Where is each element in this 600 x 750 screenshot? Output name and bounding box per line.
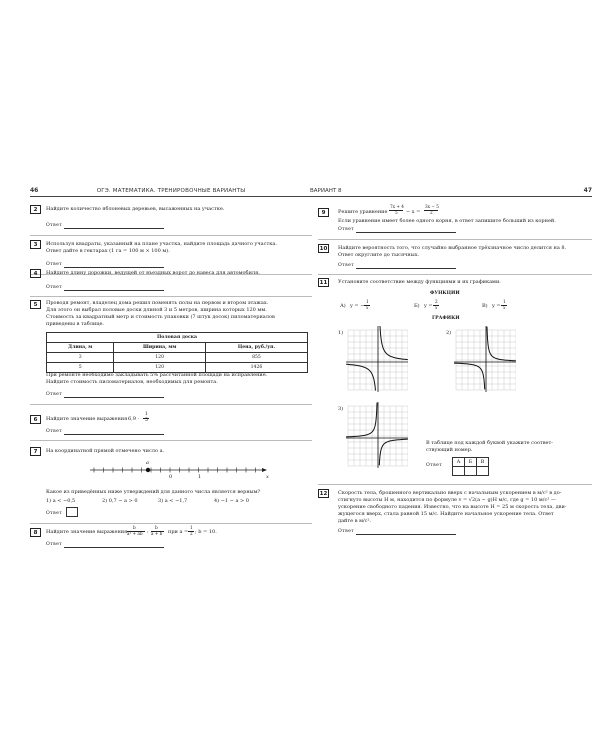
question-text: Используя квадраты, указанный на плане участка, найдите площадь дачного участка. <box>46 241 277 247</box>
axis-label: x <box>266 474 269 480</box>
question-text: Решите уравнение <box>338 209 388 215</box>
table-header: Цена, руб./уп. <box>205 343 307 353</box>
answer-cell[interactable] <box>477 467 489 476</box>
question-text: Найдите стоимость пиломатериалов, необходимых для ремонта. <box>46 379 218 385</box>
fraction-denominator: 2 <box>430 210 433 215</box>
question-text: Стоимость за квадратный метр и стоимость упаковки (7 штук досок) пиломатериалов <box>46 314 275 320</box>
answer-label: Ответ <box>46 262 63 267</box>
question-text: Найдите значение выражения <box>46 529 128 535</box>
fraction-denominator: x <box>435 305 438 310</box>
table-cell: 855 <box>205 353 307 363</box>
graph-label: 1) <box>338 330 344 336</box>
answer-line[interactable] <box>64 547 164 548</box>
option: 2) 0,7 − a > 0 <box>102 498 138 504</box>
fraction-denominator: a + b <box>151 531 163 536</box>
option: 3) a < −1,7 <box>158 498 188 504</box>
question-text: Найдите вероятность того, что случайно выбранное трёхзначное число делится на 8. <box>338 245 567 251</box>
question-text: Найдите длину дорожки, ведущей от въездных ворот до навеса для автомобиля. <box>46 270 260 276</box>
section-divider <box>30 235 312 236</box>
variant-title: ВАРИАНТ 8 <box>310 187 342 194</box>
table-cell: 120 <box>114 353 206 363</box>
table-row <box>47 363 308 373</box>
expression: 6,9 · <box>128 416 140 422</box>
question-number: 4 <box>30 269 41 278</box>
fraction-numerator: b <box>155 525 158 530</box>
question-text: Для этого он выбрал половые доски длиной 3 и 5 метров, ширина которых 120 мм. <box>46 307 267 313</box>
answer-table-header: Б <box>465 458 477 467</box>
axis-label: 1 <box>198 474 202 480</box>
question-number: 9 <box>318 208 329 217</box>
fraction-numerator: 2 <box>435 299 438 304</box>
question-text: дайте в м/с². <box>338 518 372 524</box>
question-text: Проводя ремонт, владелец дома решил поменять полы на первом и втором этажах. <box>46 300 269 306</box>
answer-label: Ответ <box>46 511 63 516</box>
section-divider <box>30 523 312 524</box>
answer-line[interactable] <box>356 232 456 233</box>
graphs-title: ГРАФИКИ <box>432 316 460 321</box>
function-label: В) <box>482 303 488 309</box>
graph-label: 2) <box>446 330 452 336</box>
function-lhs: y = <box>424 303 433 309</box>
left-page <box>30 184 312 592</box>
answer-line[interactable] <box>64 290 164 291</box>
question-text: Ответ округлите до тысячных. <box>338 252 420 258</box>
answer-label: Ответ <box>46 542 63 547</box>
table-cell: 120 <box>114 363 206 373</box>
number-line <box>90 460 270 486</box>
question-number: 8 <box>30 528 41 537</box>
question-text: Скорость тела, брошенного вертикально вверх с начальным ускорением в м/с² в до- <box>338 490 562 496</box>
question-text: На координатной прямой отмечено число a. <box>46 448 165 454</box>
question-number: 11 <box>319 280 328 286</box>
question-number: 6 <box>30 415 41 424</box>
section-divider <box>318 239 592 240</box>
question-text: стигнуто высоты H м, находится по формуле v = √2(a − g)H м/с, где g = 10 м/с² — <box>338 497 556 503</box>
question-text: ускорение свободного падения. Известно, что на высоте H = 25 м скорость тела, дви- <box>338 504 567 510</box>
fraction-denominator: 2 <box>190 531 193 536</box>
fraction-numerator: 1 <box>503 299 506 304</box>
answer-label: Ответ <box>46 392 63 397</box>
answer-cell[interactable] <box>465 467 477 476</box>
answer-label: Ответ <box>46 223 63 228</box>
fraction-numerator: 1 <box>190 525 193 530</box>
right-page-header <box>310 184 592 197</box>
table-row <box>47 353 308 363</box>
table-header: Ширина, мм <box>114 343 206 353</box>
fraction-denominator: 5 <box>395 210 398 215</box>
answer-line[interactable] <box>64 397 164 398</box>
question-number: 10 <box>319 246 328 252</box>
answer-line[interactable] <box>64 434 164 435</box>
fraction-numerator: 3x − 5 <box>425 204 439 209</box>
table-cell: 1426 <box>205 363 307 373</box>
option: 1) a < −0,5 <box>46 498 76 504</box>
condition: при a = <box>168 529 189 535</box>
answer-table <box>452 457 489 476</box>
fraction-denominator: 5 <box>145 418 148 423</box>
equation-middle: − x = <box>406 209 421 215</box>
fraction-numerator: b <box>133 525 136 530</box>
hyperbola-branch <box>346 364 375 390</box>
function-label: Б) <box>414 303 420 309</box>
answer-label: Ответ <box>426 463 443 468</box>
answer-label: Ответ <box>46 285 63 290</box>
axis-label: a <box>146 460 149 466</box>
graph-label: 3) <box>338 406 344 412</box>
fraction-numerator: 7x + 4 <box>390 204 404 209</box>
answer-line[interactable] <box>64 228 164 229</box>
section-divider <box>30 440 312 441</box>
graph-1 <box>346 326 408 392</box>
operator: : <box>147 529 149 535</box>
question-text: Найдите количество яблоневых деревьев, высаженных на участке. <box>46 206 225 212</box>
section-divider <box>318 274 592 275</box>
question-number: 5 <box>30 300 41 309</box>
point-a <box>146 468 150 472</box>
condition: ; b = 10. <box>195 529 217 535</box>
page-number: 47 <box>583 187 592 194</box>
hyperbola-branch <box>379 439 408 465</box>
question-number: 7 <box>30 447 41 456</box>
answer-table-header: А <box>453 458 465 467</box>
question-number: 2 <box>30 205 41 214</box>
question-text: Если уравнение имеет более одного корня, в ответ запишите больший из корней. <box>338 218 556 224</box>
functions-title: ФУНКЦИИ <box>430 291 460 296</box>
header-title: ОГЭ. МАТЕМАТИКА. ТРЕНИРОВОЧНЫЕ ВАРИАНТЫ <box>96 187 246 194</box>
answer-box[interactable] <box>66 507 78 517</box>
instructions: В таблице под каждой буквой укажите соответ- <box>426 440 553 446</box>
question-text: Найдите значение выражения <box>46 416 128 422</box>
table-header: Длина, м <box>47 343 114 353</box>
answer-label: Ответ <box>338 529 355 534</box>
section-divider <box>318 484 592 485</box>
function-lhs: y = − <box>350 303 365 309</box>
fraction-numerator: 1 <box>366 299 369 304</box>
question-text: жущегося вверх, стала равной 15 м/с. Найдите начальное ускорение тела. Ответ <box>338 511 554 517</box>
instructions: ствующий номер. <box>426 447 473 453</box>
fraction-numerator: 1 <box>145 412 148 417</box>
left-page-header <box>30 184 312 197</box>
answer-line[interactable] <box>64 267 164 268</box>
axis-label: 0 <box>169 474 173 480</box>
answer-line[interactable] <box>356 268 456 269</box>
answer-table-header: В <box>477 458 489 467</box>
fraction-denominator: a² + ab <box>127 531 143 536</box>
section-divider <box>30 296 312 297</box>
hyperbola-branch <box>346 403 377 437</box>
page-number: 46 <box>30 187 39 194</box>
right-page <box>310 184 592 592</box>
function-label: А) <box>340 303 346 309</box>
table-cell: 3 <box>47 353 114 363</box>
option: 4) −1 − a > 0 <box>214 498 249 504</box>
question-text: приведены в таблице. <box>46 321 105 327</box>
hyperbola-branch <box>487 327 516 361</box>
question-text: Установите соответствие между функциями и их графиками. <box>338 279 501 285</box>
fraction-denominator: x <box>503 305 506 310</box>
table-cell: 5 <box>47 363 114 373</box>
graph-3 <box>346 402 408 468</box>
answer-cell[interactable] <box>453 467 465 476</box>
question-number: 3 <box>30 240 41 249</box>
function-lhs: y = <box>492 303 501 309</box>
question-number: 12 <box>319 491 328 497</box>
question-text: При ремонте необходимо закладывать 5% рассчитанной площади на исправление. <box>46 372 268 378</box>
lumber-table <box>46 332 308 373</box>
section-divider <box>30 404 312 405</box>
question-text: Ответ дайте в гектарах (1 га = 100 м × 100 м). <box>46 248 170 254</box>
table-title: Половая доска <box>47 333 308 343</box>
fraction-denominator: x <box>366 305 369 310</box>
answer-line[interactable] <box>356 534 456 535</box>
answer-label: Ответ <box>338 227 355 232</box>
question-text: Какое из приведённых ниже утверждений для данного числа является верным? <box>46 489 261 495</box>
answer-label: Ответ <box>338 263 355 268</box>
graph-2 <box>454 326 516 392</box>
answer-label: Ответ <box>46 429 63 434</box>
